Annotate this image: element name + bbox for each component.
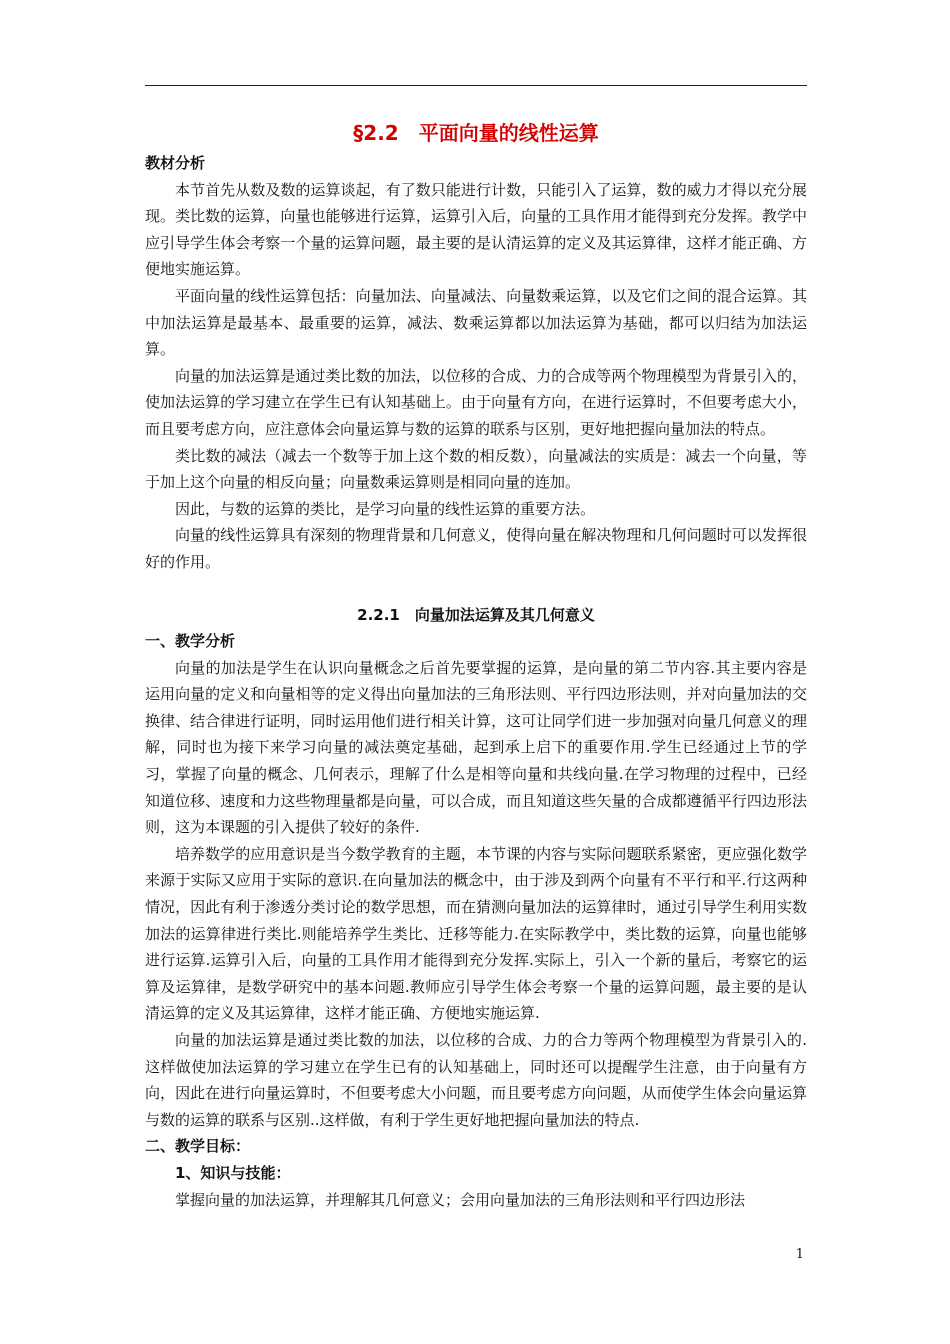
analysis-heading: 一、教学分析 <box>145 632 236 651</box>
material-paragraph-5: 因此，与数的运算的类比，是学习向量的线性运算的重要方法。 <box>175 499 596 518</box>
material-paragraph-6: 向量的线性运算具有深刻的物理背景和几何意义，使得向量在解决物理和几何问题时可以发挥很好的作用。 <box>145 526 807 571</box>
header-rule <box>145 85 807 86</box>
material-paragraph-1: 本节首先从数及数的运算谈起，有了数只能进行计数，只能引入了运算，数的威力才得以充分展现。类比数的运算，向量也能够进行运算，运算引入后，向量的工具作用才能得到充分发挥。教学中应引导学生体会考察一个量的运算问题，最主要的是认清运算的定义及其运算律，这样才能正确、方便地实施运算。 <box>145 180 807 279</box>
section-spacer <box>145 576 807 602</box>
subsection-title: 2.2.1 向量加法运算及其几何意义 <box>357 605 595 624</box>
goals-heading: 二、教学目标： <box>145 1137 251 1156</box>
page-content <box>145 118 807 1213</box>
material-paragraph-2: 平面向量的线性运算包括：向量加法、向量减法、向量数乘运算，以及它们之间的混合运算。其中加法运算是最基本、最重要的运算，减法、数乘运算都以加法运算为基础，都可以归结为加法运算。 <box>145 286 807 359</box>
goals-paragraph: 掌握向量的加法运算，并理解其几何意义；会用向量加法的三角形法则和平行四边形法 <box>175 1190 746 1209</box>
analysis-paragraph-3: 向量的加法运算是通过类比数的加法，以位移的合成、力的合力等两个物理模型为背景引入的.这样做使加法运算的学习建立在学生已有的认知基础上，同时还可以提醒学生注意，由于向量有方向，因此在进行向量运算时，不但要考虑大小问题，而且要考虑方向问题，从而使学生体会向量运算与数的运算的联系与区别..这样做，有利于学生更好地把握向量加法的特点. <box>145 1031 807 1129</box>
material-paragraph-3: 向量的加法运算是通过类比数的加法，以位移的合成、力的合成等两个物理模型为背景引入的，使加法运算的学习建立在学生已有认知基础上。由于向量有方向，在进行运算时，不但要考虑大小，而且要考虑方向，应注意体会向量运算与数的运算的联系与区别，更好地把握向量加法的特点。 <box>145 366 807 438</box>
analysis-paragraph-2: 培养数学的应用意识是当今数学教育的主题，本节课的内容与实际问题联系紧密，更应强化数学来源于实际又应用于实际的意识.在向量加法的概念中，由于涉及到两个向量有不平行和平.行这两种情况，因此有利于渗透分类讨论的数学思想，而在猜测向量加法的运算律时，通过引导学生利用实数加法的运算律进行类比.则能培养学生类比、迁移等能力.在实际教学中，类比数的运算，向量也能够进行运算.运算引入后，向量的工具作用才能得到充分发挥.实际上，引入一个新的量后，考察它的运算及运算律，是数学研究中的基本问题.教师应引导学生体会考察一个量的运算问题，最主要的是认清运算的定义及其运算律，这样才能正确、方便地实施运算. <box>145 844 807 1023</box>
material-paragraph-4: 类比数的减法（减去一个数等于加上这个数的相反数），向量减法的实质是：减去一个向量，等于加上这个向量的相反向量；向量数乘运算则是相同向量的连加。 <box>145 446 807 492</box>
analysis-paragraph-1: 向量的加法是学生在认识向量概念之后首先要掌握的运算，是向量的第二节内容.其主要内容是运用向量的定义和向量相等的定义得出向量加法的三角形法则、平行四边形法则，并对向量加法的交换律、结合律进行证明，同时运用他们进行相关计算，这可让同学们进一步加强对向量几何意义的理解，同时也为接下来学习向量的减法奠定基础，起到承上启下的重要作用.学生已经通过上节的学习，掌握了向量的概念、几何表示，理解了什么是相等向量和共线向量.在学习物理的过程中，已经知道位移、速度和力这些物理量都是向量，可以合成，而且知道这些矢量的合成都遵循平行四边形法则，这为本课题的引入提供了较好的条件. <box>145 658 807 837</box>
page-number: 1 <box>795 1247 804 1262</box>
page-title: §2.2 平面向量的线性运算 <box>353 121 599 145</box>
material-heading: 教材分析 <box>145 154 206 172</box>
goals-sub-heading: 1、知识与技能： <box>175 1163 291 1182</box>
